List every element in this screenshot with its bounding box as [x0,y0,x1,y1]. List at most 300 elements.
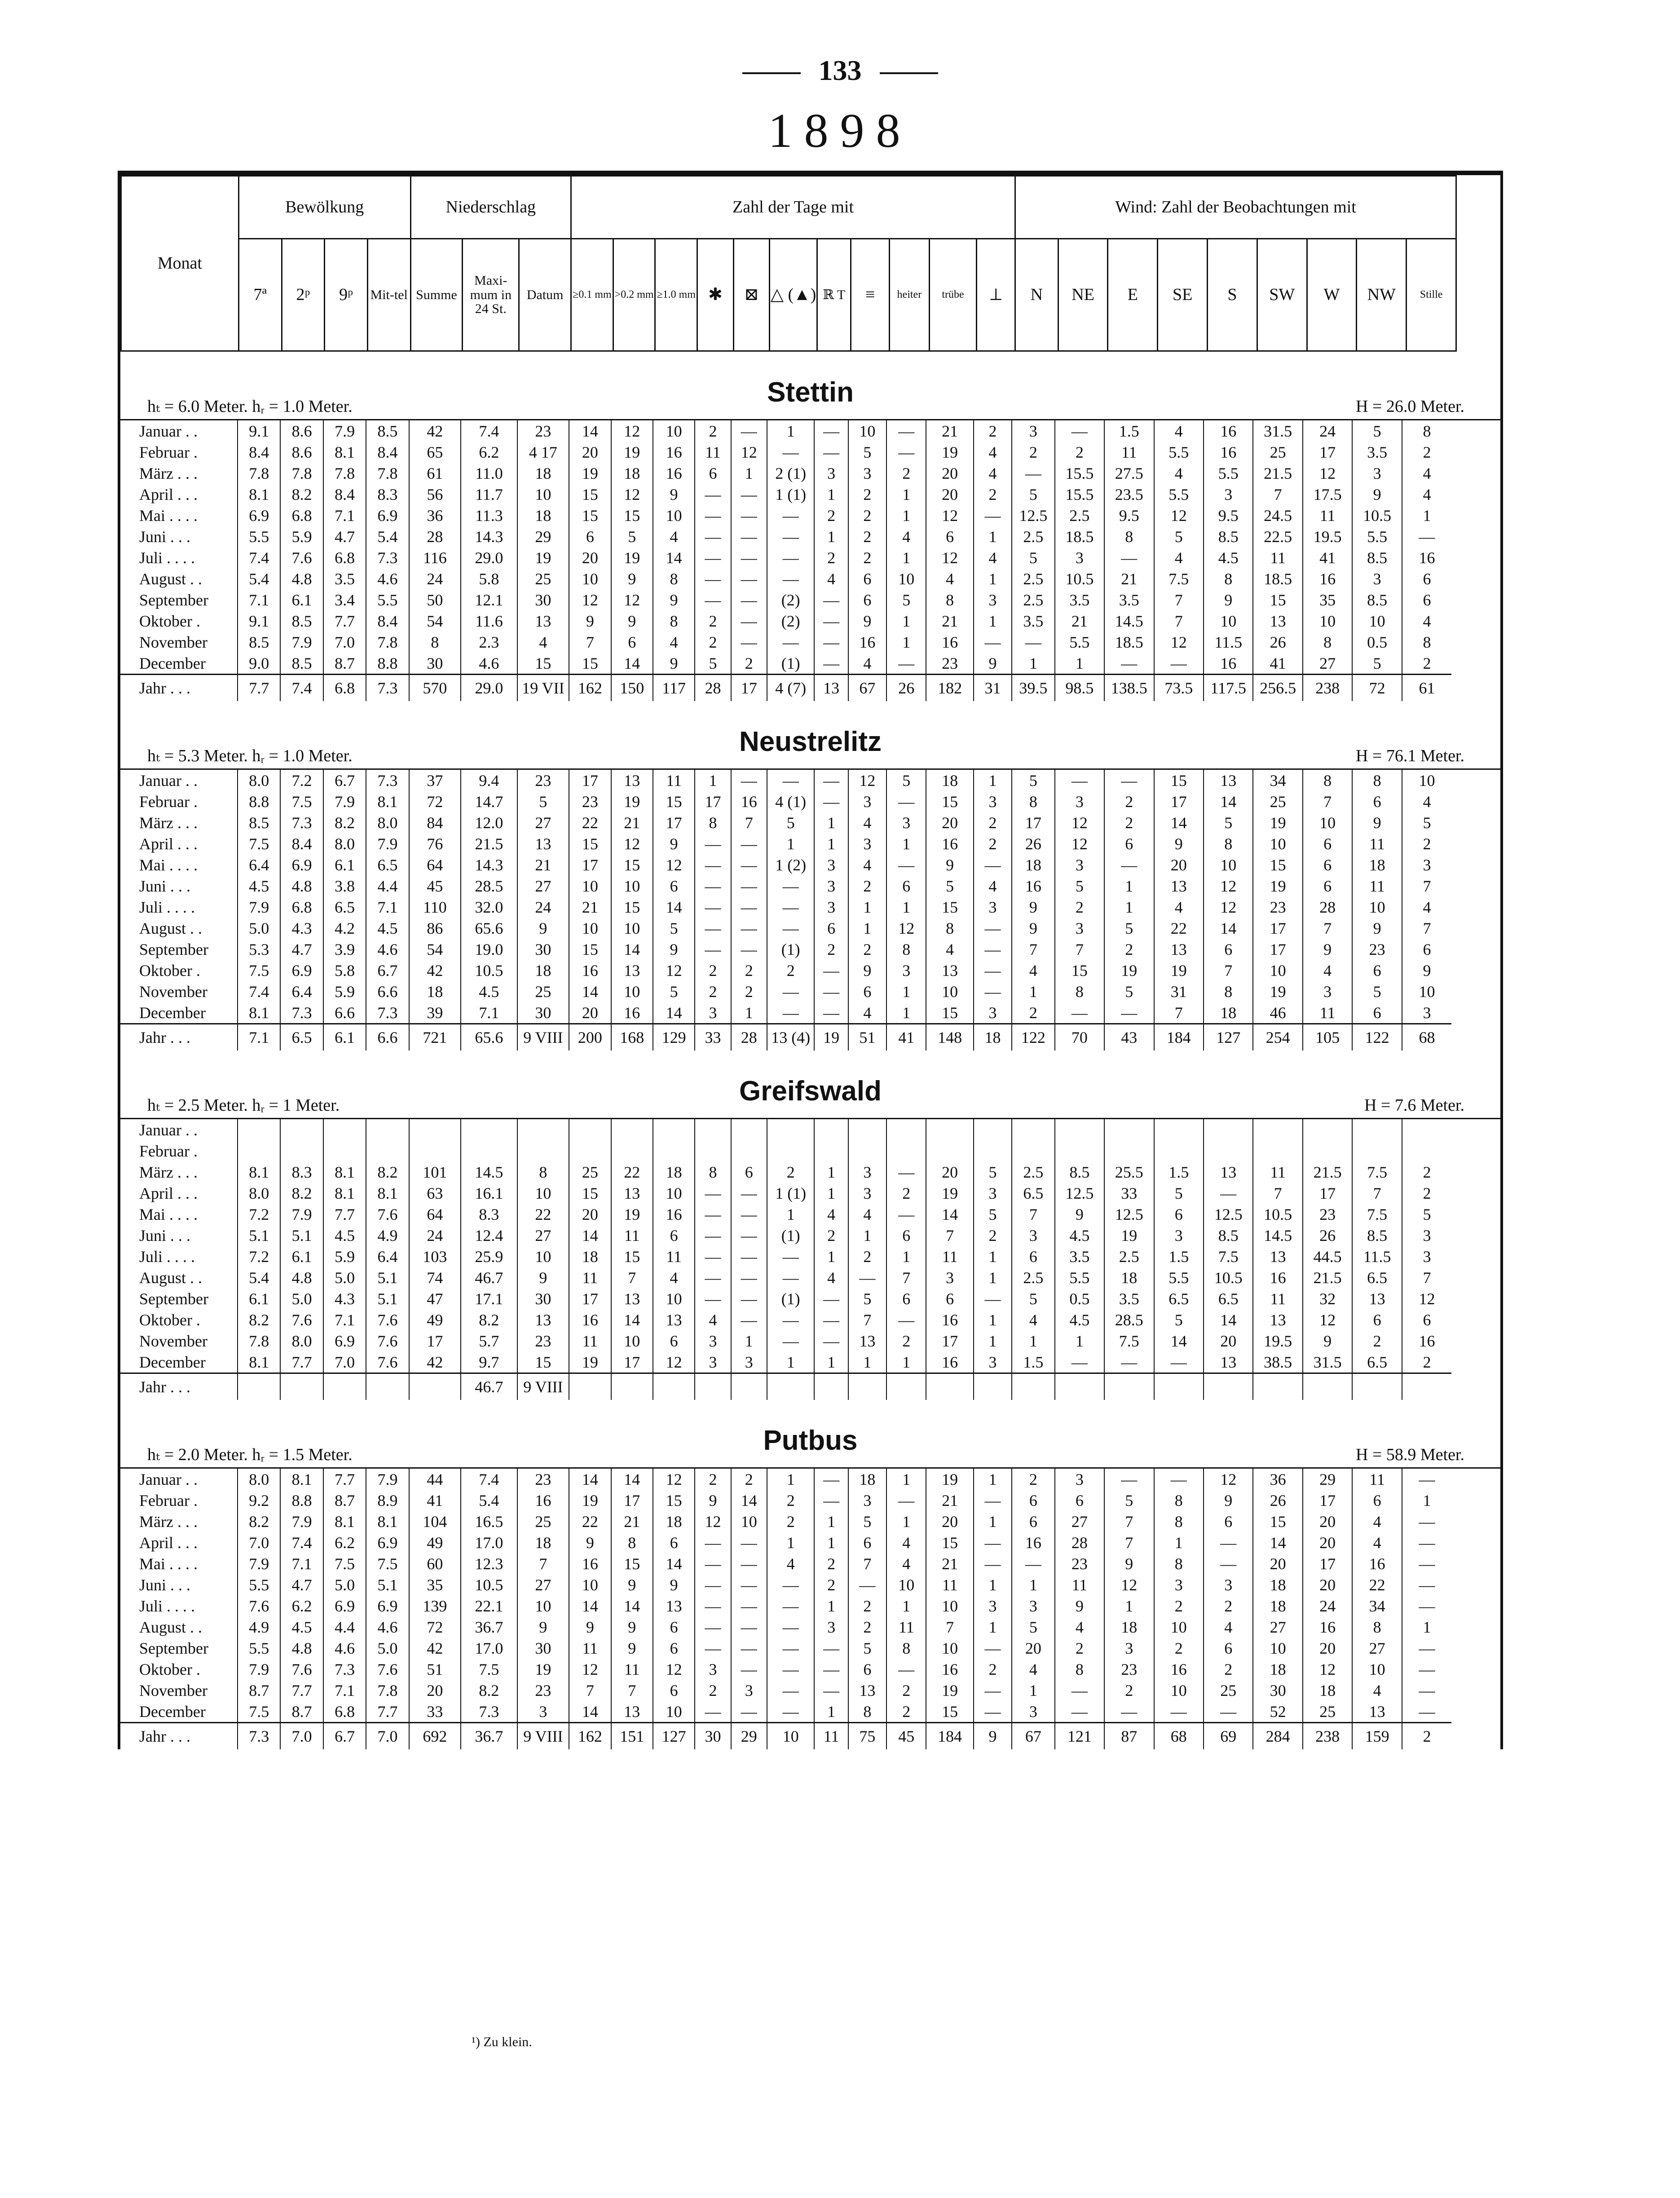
value-cell: 8.4 [366,441,409,463]
value-cell: 1 [886,896,926,918]
value-cell: 7 [886,1267,926,1288]
value-cell: 6.5 [1154,1288,1204,1309]
value-cell: 5 [653,981,695,1002]
value-cell: — [886,854,926,875]
value-cell: 11 [1352,875,1402,896]
value-cell: 21 [611,1511,653,1532]
value-cell: 18 [1204,1002,1253,1024]
value-cell: 27 [517,1574,569,1595]
value-cell: 9.1 [238,420,280,442]
value-cell [280,1373,323,1400]
value-cell: 17 [611,1490,653,1511]
value-cell: 7.1 [461,1002,517,1024]
value-cell: 16 [611,1002,653,1024]
value-cell: 23 [517,1330,569,1351]
value-cell: — [1055,1351,1104,1373]
value-cell: — [814,1468,848,1490]
value-cell: 12 [1055,812,1104,833]
value-cell: 6 [1012,1511,1054,1532]
value-cell: 2 [731,653,767,675]
value-cell: 17 [1303,1553,1352,1574]
value-cell: 2 [1055,441,1104,463]
value-cell: 8.7 [323,653,366,675]
value-cell: 2 [1204,1659,1253,1680]
wind-nw-header: NW [1357,239,1407,351]
value-cell: 7 [1352,1183,1402,1204]
value-cell: 121 [1055,1723,1104,1750]
value-cell: 5.0 [323,1267,366,1288]
value-cell: 8 [1012,791,1054,812]
value-cell: 49 [409,1309,461,1330]
value-cell [814,1373,848,1400]
value-cell: — [695,918,731,939]
value-cell: 8 [611,1532,653,1553]
value-cell: 6 [1303,875,1352,896]
table-row [120,420,1500,442]
value-cell [1303,1140,1352,1161]
value-cell: 6.1 [280,589,323,610]
value-cell: 4 [848,1002,886,1024]
value-cell: 5.0 [238,918,280,939]
month-cell: Oktober . [139,1660,200,1678]
value-cell: 15 [569,939,611,960]
value-cell: 16 [1204,420,1253,442]
value-cell: 8.1 [366,791,409,812]
value-cell: 13 [1204,769,1253,791]
value-cell: 5 [848,1511,886,1532]
value-cell: 122 [1352,1024,1402,1051]
value-cell: 11 [1352,833,1402,854]
value-cell: — [731,896,767,918]
value-cell [731,1373,767,1400]
value-cell: — [1104,769,1154,791]
value-cell: 7 [1253,484,1302,505]
station-elevation: hₜ = 5.3 Meter. hᵣ = 1.0 Meter. [147,746,353,765]
value-cell: 20 [569,1002,611,1024]
value-cell: 10 [1303,812,1352,833]
cloud-7-header: 7ª [238,239,282,351]
value-cell [323,1119,366,1141]
value-cell: 8.7 [238,1680,280,1701]
value-cell: 16 [1303,1616,1352,1637]
value-cell: 7.9 [238,1659,280,1680]
value-cell: 16 [653,463,695,484]
month-cell: December [139,1003,206,1022]
value-cell: 31 [1154,981,1204,1002]
value-cell: 2 [1104,812,1154,833]
value-cell: 3 [1104,1637,1154,1659]
value-cell: 3 [848,1183,886,1204]
value-cell: 26 [1253,1490,1302,1511]
value-cell: 8 [848,1701,886,1723]
value-cell: — [814,1637,848,1659]
value-cell: — [731,1225,767,1246]
value-cell: 17 [1012,812,1054,833]
value-cell: 2 [1012,1468,1054,1490]
value-cell: 5.0 [366,1637,409,1659]
value-cell: — [695,875,731,896]
value-cell: 13 [814,675,848,702]
value-cell: 284 [1253,1723,1302,1750]
value-cell: 5 [848,441,886,463]
value-cell: 42 [409,1637,461,1659]
value-cell: — [1402,1637,1451,1659]
value-cell: 148 [926,1024,973,1051]
value-cell: 1 [814,1532,848,1553]
value-cell: 5.5 [1055,1267,1104,1288]
value-cell: 10 [1253,960,1302,981]
value-cell: 7.9 [323,420,366,442]
value-cell [611,1140,653,1161]
value-cell: 18 [1303,1680,1352,1701]
value-cell: 5.1 [366,1574,409,1595]
value-cell: 117 [653,675,695,702]
value-cell: 1 [886,1511,926,1532]
value-cell: 8 [1352,1616,1402,1637]
wind-e-header: E [1108,239,1158,351]
value-cell: — [1104,1002,1154,1024]
value-cell: 10 [517,1595,569,1616]
value-cell: — [731,1532,767,1553]
value-cell: 7 [1104,1511,1154,1532]
value-cell: 5 [1012,547,1054,568]
value-cell: — [695,1616,731,1637]
value-cell: 4.4 [366,875,409,896]
value-cell: 30 [695,1723,731,1750]
value-cell: 18 [569,1246,611,1267]
value-cell: — [848,1267,886,1288]
value-cell: 25 [517,981,569,1002]
value-cell: 2 [695,1468,731,1490]
table-row [120,589,1500,610]
value-cell: 5.5 [1055,631,1104,653]
value-cell: 8.5 [280,610,323,631]
value-cell: 238 [1303,675,1352,702]
station-header [120,1050,1500,1118]
value-cell: 6.4 [238,854,280,875]
value-cell: 41 [409,1490,461,1511]
value-cell: 12 [611,589,653,610]
value-cell: 3.5 [1012,610,1054,631]
value-cell: 6.8 [280,505,323,526]
value-cell: 25 [517,1511,569,1532]
value-cell: 11 [695,441,731,463]
value-cell: 7.5 [238,960,280,981]
value-cell: 5.5 [238,1637,280,1659]
month-cell: April . . . [139,1184,198,1202]
value-cell: 15 [569,1183,611,1204]
table-row [120,505,1500,526]
value-cell: 10 [1204,854,1253,875]
value-cell: 10 [1402,769,1451,791]
value-cell: 4.2 [323,918,366,939]
value-cell: 7.5 [1204,1246,1253,1267]
value-cell [1402,1140,1451,1161]
value-cell: 12 [1204,896,1253,918]
value-cell: 5 [695,653,731,675]
value-cell [323,1140,366,1161]
value-cell: 19 [517,547,569,568]
station-height: H = 76.1 Meter. [1355,746,1464,765]
month-cell: Februar . [139,1491,198,1509]
value-cell: 9 VIII [517,1723,569,1750]
value-cell: 7.7 [323,1468,366,1490]
value-cell: 30 [517,1637,569,1659]
value-cell: 24 [1303,420,1352,442]
value-cell: 30 [1253,1680,1302,1701]
value-cell [926,1373,973,1400]
value-cell: 8 [1154,1490,1204,1511]
value-cell: 1 [814,1511,848,1532]
value-cell: 11.5 [1204,631,1253,653]
value-cell: 29 [731,1723,767,1750]
value-cell: 1 [1012,1574,1054,1595]
value-cell: 3 [974,1002,1012,1024]
value-cell: 8.5 [1204,526,1253,547]
value-cell: 23 [517,420,569,442]
month-cell: März . . . [139,1163,198,1181]
value-cell [569,1140,611,1161]
value-cell: 65.6 [461,1024,517,1051]
value-cell [1253,1140,1302,1161]
value-cell: 6.4 [280,981,323,1002]
value-cell: 13 [517,610,569,631]
value-cell: 4.3 [323,1288,366,1309]
value-cell: — [974,1637,1012,1659]
value-cell: 21 [517,854,569,875]
value-cell: 12.5 [1204,1204,1253,1225]
value-cell: 3.5 [1104,1288,1154,1309]
value-cell: 21 [926,1490,973,1511]
value-cell: 18.5 [1055,526,1104,547]
value-cell: 9 [611,1616,653,1637]
value-cell: 4.5 [1055,1309,1104,1330]
value-cell: — [731,526,767,547]
value-cell: 19 [1104,1225,1154,1246]
month-cell: Juli . . . . [139,1247,195,1266]
value-cell: 9 [653,589,695,610]
value-cell: 8.3 [366,484,409,505]
table-row [120,463,1500,484]
value-cell: — [695,484,731,505]
value-cell: 98.5 [1055,675,1104,702]
value-cell: 3 [1055,1468,1104,1490]
value-cell: 30 [517,1002,569,1024]
value-cell: 2 [1402,1161,1451,1183]
value-cell: 6 [695,463,731,484]
station-height: H = 7.6 Meter. [1364,1096,1464,1115]
value-cell: 6.9 [323,1330,366,1351]
value-cell: 7 [1055,939,1104,960]
value-cell: 3 [1402,854,1451,875]
value-cell: — [1402,526,1451,547]
value-cell: 10 [1253,833,1302,854]
value-cell: 7 [1402,1267,1451,1288]
value-cell: 3 [814,463,848,484]
value-cell: 10 [569,568,611,589]
month-cell: Jahr . . . [120,1373,238,1400]
value-cell: 1 [731,1330,767,1351]
value-cell: 3.9 [323,939,366,960]
value-cell: 1 [731,463,767,484]
value-cell: 41 [1253,653,1302,675]
table-row [120,1140,1500,1161]
value-cell: 30 [517,589,569,610]
value-cell: 1 [1012,981,1054,1002]
value-cell: 6 [1352,960,1402,981]
value-cell: 9 [1352,812,1402,833]
value-cell: — [695,1574,731,1595]
value-cell: 12 [653,960,695,981]
value-cell: 15 [1253,1511,1302,1532]
value-cell: 5.4 [238,568,280,589]
value-cell: 2 [974,484,1012,505]
value-cell: 13 [611,769,653,791]
value-cell: 3 [731,1680,767,1701]
value-cell: — [814,981,848,1002]
value-cell: — [814,791,848,812]
value-cell: 34 [1253,769,1302,791]
value-cell: 28 [1303,896,1352,918]
value-cell: 15 [611,505,653,526]
value-cell: 12 [653,1351,695,1373]
value-cell: 8.1 [366,1511,409,1532]
value-cell: 9 [611,1637,653,1659]
value-cell: — [814,589,848,610]
value-cell: 1.5 [1154,1161,1204,1183]
value-cell: 1 [814,1161,848,1183]
value-cell: 116 [409,547,461,568]
value-cell: 1 [974,1246,1012,1267]
value-cell [1154,1119,1204,1141]
value-cell: — [731,1637,767,1659]
value-cell: 1 [1012,1680,1054,1701]
value-cell: 7.1 [238,589,280,610]
value-cell: 17 [569,769,611,791]
value-cell: 6 [731,1161,767,1183]
value-cell [1303,1119,1352,1141]
value-cell: 19 [926,441,973,463]
value-cell: 1 [1402,505,1451,526]
value-cell: 1 [886,981,926,1002]
value-cell: — [1402,1532,1451,1553]
month-cell: Juli . . . . [139,548,195,567]
value-cell: 12 [611,420,653,442]
value-cell: 42 [409,960,461,981]
value-cell: — [886,653,926,675]
value-cell: — [1402,1468,1451,1490]
value-cell: 20 [569,441,611,463]
value-cell: 4 [517,631,569,653]
value-cell: — [814,1659,848,1680]
value-cell: 1 (2) [767,854,814,875]
value-cell: 6 [1352,1002,1402,1024]
month-cell: März . . . [139,813,198,832]
value-cell: 11.3 [461,505,517,526]
value-cell: 7.6 [366,1204,409,1225]
value-cell: 7 [1154,610,1204,631]
month-cell: August . . [139,1618,203,1636]
value-cell: 27 [517,875,569,896]
value-cell: 7.4 [238,547,280,568]
value-cell: 1 [1104,1595,1154,1616]
value-cell: 256.5 [1253,675,1302,702]
value-cell: 2 [974,833,1012,854]
value-cell: 5.5 [1204,463,1253,484]
value-cell: 2 [848,1616,886,1637]
value-cell: 22 [569,812,611,833]
value-cell: 4 [1012,1659,1054,1680]
value-cell: 6 [1154,1204,1204,1225]
value-cell: 692 [409,1723,461,1750]
value-cell: 14 [569,981,611,1002]
table-row [120,568,1500,589]
value-cell: 15 [569,833,611,854]
value-cell [695,1140,731,1161]
year-row [120,1723,1500,1750]
value-cell: 37 [409,769,461,791]
value-cell: 7.5 [323,1553,366,1574]
value-cell: 2 [814,1553,848,1574]
value-cell: 8.9 [366,1490,409,1511]
value-cell: 14 [569,1595,611,1616]
value-cell: 1 [974,1616,1012,1637]
value-cell: 28 [1055,1532,1104,1553]
value-cell [1012,1373,1054,1400]
value-cell: — [974,960,1012,981]
value-cell: 36 [1253,1468,1302,1490]
value-cell: 24 [409,568,461,589]
value-cell: 8 [653,610,695,631]
value-cell [814,1119,848,1141]
value-cell: 20 [1303,1511,1352,1532]
value-cell: 14 [569,1225,611,1246]
value-cell: 18 [1253,1595,1302,1616]
value-cell: 5.1 [366,1267,409,1288]
value-cell: 11.6 [461,610,517,631]
value-cell [366,1140,409,1161]
value-cell: 2 [974,420,1012,442]
value-cell: 6.1 [238,1288,280,1309]
value-cell: 13 [1154,939,1204,960]
value-cell: 4 [1055,1616,1104,1637]
station-elevation: hₜ = 2.0 Meter. hᵣ = 1.5 Meter. [147,1445,353,1464]
value-cell: — [695,1701,731,1723]
value-cell: 4.5 [323,1225,366,1246]
value-cell: 12 [653,854,695,875]
value-cell [1402,1373,1451,1400]
value-cell: 50 [409,589,461,610]
value-cell: 3 [886,960,926,981]
precip-header: Niederschlag [410,176,571,239]
value-cell: — [767,1309,814,1330]
value-cell: 6 [1352,1309,1402,1330]
value-cell: 10 [611,1330,653,1351]
value-cell: 18 [1012,854,1054,875]
value-cell: 12.5 [1104,1204,1154,1225]
value-cell: 14.5 [1253,1225,1302,1246]
value-cell: — [1402,1553,1451,1574]
value-cell: 76 [409,833,461,854]
value-cell: 8 [1402,631,1451,653]
value-cell: 10.5 [1055,568,1104,589]
value-cell: 4 [886,1532,926,1553]
value-cell: 2 [1104,939,1154,960]
value-cell: 6 [653,1532,695,1553]
value-cell: 7.3 [366,769,409,791]
value-cell: 49 [409,1532,461,1553]
value-cell [1402,1119,1451,1141]
